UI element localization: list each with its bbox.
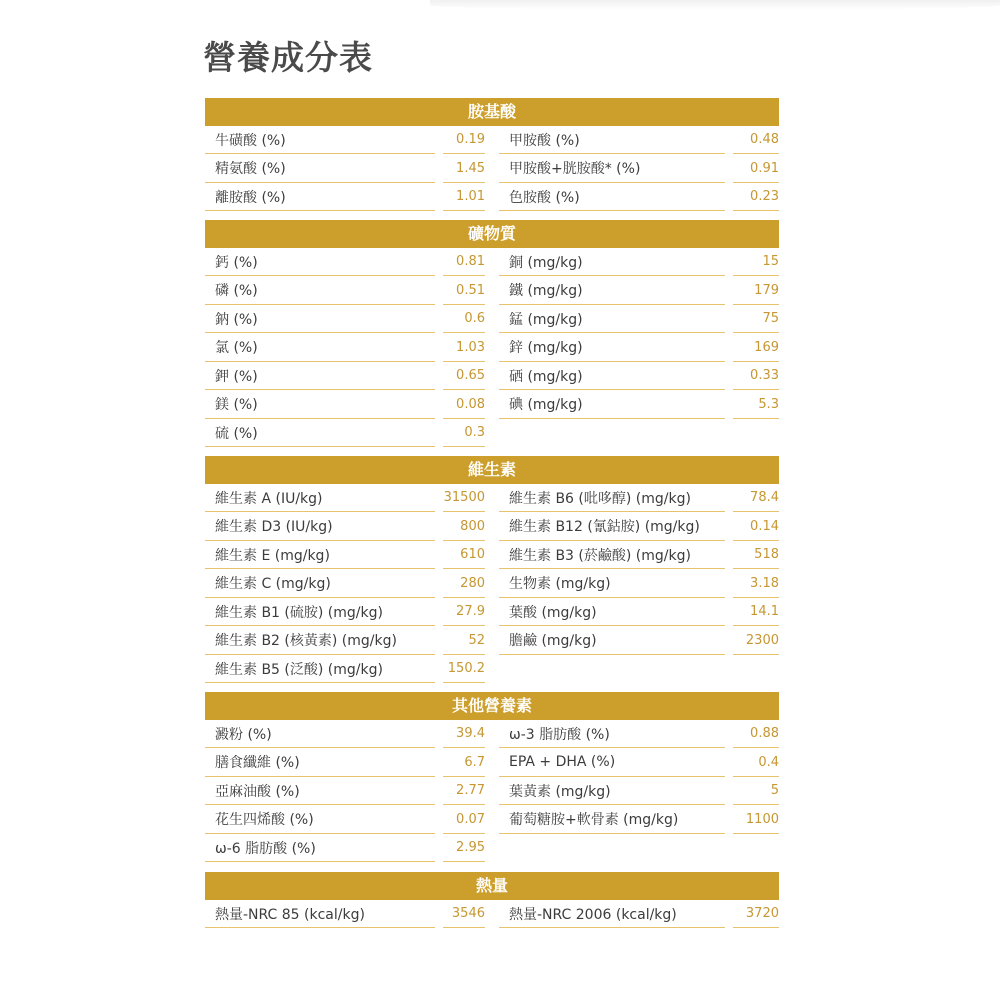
table-row bbox=[205, 900, 779, 929]
table-cell bbox=[205, 806, 435, 834]
table-cell bbox=[499, 541, 725, 569]
table-row bbox=[205, 806, 779, 835]
nutrient-value: 5.3 bbox=[758, 396, 779, 412]
table-cell bbox=[443, 484, 485, 512]
table-cell bbox=[733, 183, 779, 211]
nutrient-label: 生物素 (mg/kg) bbox=[509, 576, 611, 592]
table-cell bbox=[443, 419, 485, 447]
nutrient-value: 2.95 bbox=[456, 840, 485, 855]
table-cell bbox=[733, 248, 779, 276]
nutrient-value: 179 bbox=[754, 282, 779, 298]
nutrient-label: 維生素 B3 (菸鹼酸) (mg/kg) bbox=[509, 547, 691, 564]
table-row bbox=[205, 155, 779, 184]
table-row bbox=[205, 305, 779, 334]
table-cell bbox=[205, 334, 435, 362]
table-cell bbox=[733, 749, 779, 777]
table-cell bbox=[443, 806, 485, 834]
nutrient-value: 280 bbox=[460, 575, 485, 591]
nutrient-label: 維生素 A (IU/kg) bbox=[215, 490, 323, 507]
nutrient-value: 169 bbox=[754, 339, 779, 355]
table-row bbox=[205, 248, 779, 277]
nutrient-label: 鉀 (%) bbox=[215, 368, 258, 385]
table-cell bbox=[205, 900, 435, 928]
nutrient-value: 0.51 bbox=[456, 282, 485, 298]
table-cell bbox=[205, 305, 435, 333]
table-cell bbox=[443, 834, 485, 862]
nutrient-label: 維生素 B1 (硫胺) (mg/kg) bbox=[215, 604, 383, 621]
nutrient-label: 甲胺酸 (%) bbox=[509, 132, 580, 149]
table-cell bbox=[205, 749, 435, 777]
table-cell bbox=[205, 183, 435, 211]
table-cell bbox=[499, 362, 725, 390]
nutrient-label: 牛磺酸 (%) bbox=[215, 132, 286, 149]
table-cell bbox=[733, 570, 779, 598]
nutrient-value: 0.48 bbox=[750, 132, 779, 147]
nutrient-value: 150.2 bbox=[447, 661, 485, 676]
table-cell bbox=[499, 334, 725, 362]
nutrient-label: ω-6 脂肪酸 (%) bbox=[215, 840, 316, 857]
nutrient-value: 800 bbox=[460, 518, 485, 534]
nutrient-value: 0.4 bbox=[758, 754, 779, 770]
table-row bbox=[205, 391, 779, 420]
table-cell bbox=[443, 183, 485, 211]
table-cell bbox=[733, 834, 779, 862]
table-cell bbox=[499, 720, 725, 748]
table-cell bbox=[205, 391, 435, 419]
table-cell bbox=[499, 126, 725, 154]
nutrient-value: 1100 bbox=[745, 811, 779, 827]
section-minerals bbox=[205, 220, 779, 448]
nutrient-value: 78.4 bbox=[750, 490, 779, 505]
nutrient-label: ω-3 脂肪酸 (%) bbox=[509, 726, 610, 743]
table-cell bbox=[499, 570, 725, 598]
nutrient-value: 39.4 bbox=[456, 726, 485, 741]
nutrient-label: 維生素 B2 (核黃素) (mg/kg) bbox=[215, 633, 397, 649]
nutrient-value: 0.6 bbox=[464, 311, 485, 326]
table-cell bbox=[499, 834, 725, 862]
nutrient-label: 澱粉 (%) bbox=[215, 726, 272, 743]
nutrient-value: 52 bbox=[468, 632, 485, 648]
nutrient-value: 0.3 bbox=[464, 425, 485, 440]
nutrient-label: 花生四烯酸 (%) bbox=[215, 812, 314, 828]
nutrient-label: 熱量-NRC 2006 (kcal/kg) bbox=[509, 906, 677, 923]
table-cell bbox=[733, 126, 779, 154]
table-cell bbox=[499, 900, 725, 928]
nutrient-label: 葉黃素 (mg/kg) bbox=[509, 783, 611, 800]
nutrient-value: 2.77 bbox=[456, 783, 485, 798]
table-cell bbox=[443, 541, 485, 569]
table-cell bbox=[205, 155, 435, 183]
table-cell bbox=[443, 598, 485, 626]
section-header: 熱量 bbox=[205, 872, 779, 900]
nutrient-value: 1.01 bbox=[456, 189, 485, 204]
table-cell bbox=[499, 513, 725, 541]
table-cell bbox=[733, 305, 779, 333]
nutrient-label: EPA + DHA (%) bbox=[509, 754, 616, 770]
nutrient-value: 6.7 bbox=[464, 754, 485, 770]
nutrient-label: 熱量-NRC 85 (kcal/kg) bbox=[215, 906, 365, 923]
table-cell bbox=[443, 362, 485, 390]
table-cell bbox=[205, 484, 435, 512]
nutrient-label: 葉酸 (mg/kg) bbox=[509, 604, 597, 621]
nutrient-label: 色胺酸 (%) bbox=[509, 189, 580, 206]
table-cell bbox=[443, 900, 485, 928]
table-cell bbox=[443, 720, 485, 748]
nutrient-value: 0.08 bbox=[456, 396, 485, 412]
table-row bbox=[205, 484, 779, 513]
nutrient-value: 15 bbox=[762, 254, 779, 269]
nutrient-value: 2300 bbox=[745, 632, 779, 648]
table-cell bbox=[205, 655, 435, 683]
table-cell bbox=[499, 749, 725, 777]
table-cell bbox=[733, 627, 779, 655]
table-cell bbox=[205, 248, 435, 276]
section-energy bbox=[205, 872, 779, 929]
nutrient-value: 0.65 bbox=[456, 368, 485, 383]
section-other-nutrients bbox=[205, 692, 779, 863]
nutrient-value: 518 bbox=[754, 547, 779, 562]
nutrient-label: 硒 (mg/kg) bbox=[509, 368, 583, 385]
nutrient-value: 610 bbox=[460, 547, 485, 562]
table-row bbox=[205, 541, 779, 570]
table-cell bbox=[205, 541, 435, 569]
nutrient-label: 維生素 B12 (氰鈷胺) (mg/kg) bbox=[509, 519, 700, 535]
nutrient-label: 鈣 (%) bbox=[215, 254, 258, 271]
nutrient-label: 葡萄糖胺+軟骨素 (mg/kg) bbox=[509, 812, 679, 828]
table-cell bbox=[733, 277, 779, 305]
table-cell bbox=[733, 541, 779, 569]
table-cell bbox=[205, 126, 435, 154]
table-cell bbox=[205, 598, 435, 626]
table-cell bbox=[499, 484, 725, 512]
table-cell bbox=[443, 627, 485, 655]
table-cell bbox=[499, 155, 725, 183]
table-cell bbox=[443, 334, 485, 362]
nutrient-label: 鈉 (%) bbox=[215, 311, 258, 328]
nutrient-value: 0.81 bbox=[456, 254, 485, 269]
table-cell bbox=[443, 749, 485, 777]
nutrient-label: 鐵 (mg/kg) bbox=[509, 283, 583, 299]
table-row bbox=[205, 362, 779, 391]
table-row bbox=[205, 598, 779, 627]
table-cell bbox=[443, 155, 485, 183]
table-cell bbox=[499, 627, 725, 655]
table-cell bbox=[733, 598, 779, 626]
table-cell bbox=[499, 598, 725, 626]
table-cell bbox=[443, 391, 485, 419]
table-row bbox=[205, 183, 779, 212]
nutrient-value: 3.18 bbox=[750, 575, 779, 591]
nutrient-value: 1.03 bbox=[456, 339, 485, 355]
nutrient-label: 硫 (%) bbox=[215, 425, 258, 442]
table-row bbox=[205, 419, 779, 448]
nutrient-label: 膽鹼 (mg/kg) bbox=[509, 633, 597, 649]
table-cell bbox=[205, 834, 435, 862]
section-vitamins bbox=[205, 456, 779, 684]
table-cell bbox=[443, 126, 485, 154]
table-cell bbox=[205, 627, 435, 655]
table-row bbox=[205, 720, 779, 749]
table-cell bbox=[733, 513, 779, 541]
nutrient-label: 維生素 E (mg/kg) bbox=[215, 547, 330, 564]
nutrient-label: 維生素 B6 (吡哆醇) (mg/kg) bbox=[509, 490, 691, 507]
section-header: 胺基酸 bbox=[205, 98, 779, 126]
nutrient-value: 3720 bbox=[745, 906, 779, 921]
nutrient-label: 維生素 B5 (泛酸) (mg/kg) bbox=[215, 661, 383, 678]
nutrient-value: 0.91 bbox=[750, 160, 779, 176]
table-row bbox=[205, 126, 779, 155]
table-cell bbox=[733, 720, 779, 748]
nutrient-label: 鎂 (%) bbox=[215, 397, 258, 413]
table-cell bbox=[733, 655, 779, 683]
nutrient-value: 31500 bbox=[443, 490, 485, 505]
table-cell bbox=[499, 183, 725, 211]
table-row bbox=[205, 334, 779, 363]
nutrient-label: 磷 (%) bbox=[215, 283, 258, 299]
table-cell bbox=[443, 305, 485, 333]
nutrient-value: 0.19 bbox=[456, 132, 485, 147]
table-cell bbox=[205, 362, 435, 390]
nutrient-label: 錳 (mg/kg) bbox=[509, 311, 583, 328]
nutrient-label: 維生素 C (mg/kg) bbox=[215, 576, 331, 592]
table-cell bbox=[733, 777, 779, 805]
nutrient-label: 精氨酸 (%) bbox=[215, 161, 286, 177]
nutrient-label: 離胺酸 (%) bbox=[215, 189, 286, 206]
section-header: 維生素 bbox=[205, 456, 779, 484]
table-cell bbox=[443, 570, 485, 598]
table-row bbox=[205, 570, 779, 599]
section-header: 礦物質 bbox=[205, 220, 779, 248]
table-row bbox=[205, 655, 779, 684]
table-cell bbox=[205, 277, 435, 305]
nutrient-value: 75 bbox=[762, 311, 779, 326]
table-cell bbox=[205, 777, 435, 805]
table-cell bbox=[499, 777, 725, 805]
table-cell bbox=[499, 806, 725, 834]
table-cell bbox=[499, 305, 725, 333]
table-cell bbox=[499, 248, 725, 276]
table-cell bbox=[499, 655, 725, 683]
nutrient-value: 0.88 bbox=[750, 726, 779, 741]
top-shadow bbox=[430, 0, 1000, 10]
table-cell bbox=[733, 419, 779, 447]
section-amino-acids bbox=[205, 98, 779, 212]
nutrient-value: 5 bbox=[770, 783, 779, 798]
table-cell bbox=[499, 391, 725, 419]
table-cell bbox=[205, 513, 435, 541]
table-row bbox=[205, 834, 779, 863]
nutrient-label: 甲胺酸+胱胺酸* (%) bbox=[509, 161, 641, 177]
table-cell bbox=[443, 248, 485, 276]
nutrient-label: 亞麻油酸 (%) bbox=[215, 783, 300, 800]
nutrient-value: 3546 bbox=[451, 906, 485, 921]
nutrient-label: 膳食纖維 (%) bbox=[215, 755, 300, 771]
table-cell bbox=[499, 277, 725, 305]
table-cell bbox=[733, 900, 779, 928]
table-cell bbox=[733, 334, 779, 362]
nutrient-label: 維生素 D3 (IU/kg) bbox=[215, 519, 333, 535]
table-cell bbox=[733, 391, 779, 419]
nutrient-label: 氯 (%) bbox=[215, 340, 258, 356]
table-cell bbox=[443, 655, 485, 683]
nutrient-value: 0.14 bbox=[750, 518, 779, 534]
table-cell bbox=[733, 155, 779, 183]
table-cell bbox=[499, 419, 725, 447]
table-cell bbox=[443, 777, 485, 805]
table-cell bbox=[443, 513, 485, 541]
nutrient-label: 銅 (mg/kg) bbox=[509, 254, 583, 271]
nutrient-value: 0.23 bbox=[750, 189, 779, 204]
nutrient-value: 0.33 bbox=[750, 368, 779, 383]
nutrient-value: 1.45 bbox=[456, 160, 485, 176]
table-row bbox=[205, 749, 779, 778]
table-row bbox=[205, 777, 779, 806]
nutrient-label: 碘 (mg/kg) bbox=[509, 397, 583, 413]
table-cell bbox=[733, 484, 779, 512]
table-cell bbox=[205, 570, 435, 598]
nutrient-value: 27.9 bbox=[456, 604, 485, 619]
section-header: 其他營養素 bbox=[205, 692, 779, 720]
table-cell bbox=[733, 806, 779, 834]
table-row bbox=[205, 277, 779, 306]
table-cell bbox=[443, 277, 485, 305]
table-cell bbox=[205, 720, 435, 748]
nutrient-label: 鋅 (mg/kg) bbox=[509, 340, 583, 356]
table-cell bbox=[733, 362, 779, 390]
nutrient-value: 0.07 bbox=[456, 811, 485, 827]
table-cell bbox=[205, 419, 435, 447]
table-row bbox=[205, 627, 779, 656]
nutrient-value: 14.1 bbox=[750, 604, 779, 619]
table-row bbox=[205, 513, 779, 542]
page-title: 營養成分表 bbox=[203, 38, 373, 77]
